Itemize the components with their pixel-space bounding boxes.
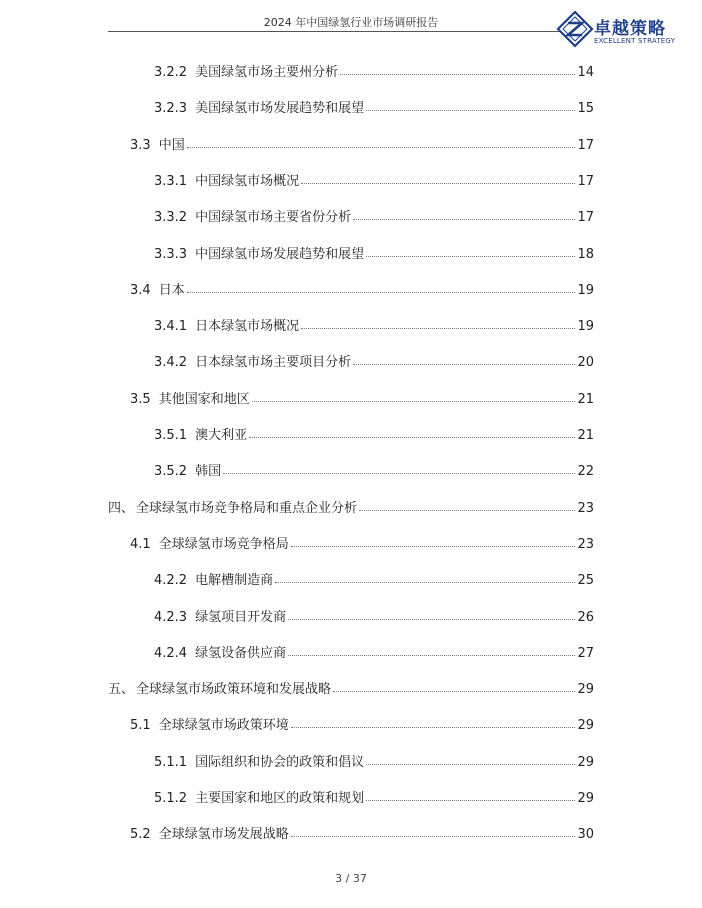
toc-entry-title: 全球绿氢市场发展战略: [158, 827, 289, 842]
toc-entry-page: 17: [577, 174, 594, 189]
toc-entry-page: 29: [577, 755, 594, 770]
toc-entry[interactable]: [154, 314, 594, 334]
toc-entry-title: 日本: [158, 283, 185, 298]
toc-entry-title: 美国绿氢市场发展趋势和展望: [195, 101, 365, 116]
toc-dot-leader: [291, 835, 576, 837]
toc-entry-number: 四、: [108, 501, 135, 516]
toc-entry-title: 美国绿氢市场主要州分析: [195, 65, 339, 80]
toc-entry[interactable]: [108, 496, 594, 516]
toc-entry-page: 18: [577, 247, 594, 262]
page-header: [0, 0, 702, 50]
toc-entry-page: 29: [577, 682, 594, 697]
toc-entry[interactable]: [154, 205, 594, 225]
toc-entry-page: 17: [577, 210, 594, 225]
toc-entry-page: 15: [577, 101, 594, 116]
toc-dot-leader: [366, 763, 575, 765]
toc-dot-leader: [187, 146, 576, 148]
toc-entry[interactable]: [130, 713, 594, 733]
toc-entry-number: 5.1.1: [154, 755, 188, 770]
toc-entry-page: 25: [577, 573, 594, 588]
toc-entry[interactable]: [154, 605, 594, 625]
toc-entry-number: 3.4.2: [154, 355, 188, 370]
toc-entry-page: 14: [577, 65, 594, 80]
toc-entry[interactable]: [108, 677, 594, 697]
toc-dot-leader: [291, 545, 576, 547]
toc-dot-leader: [366, 109, 575, 111]
toc-entry-title: 日本绿氢市场概况: [195, 319, 300, 334]
toc-entry-page: 23: [577, 501, 594, 516]
toc-entry-page: 21: [577, 428, 594, 443]
report-title: 2024 年中国绿氢行业市场调研报告: [263, 16, 439, 29]
toc-entry-page: 29: [577, 718, 594, 733]
toc-dot-leader: [333, 690, 575, 692]
toc-entry-number: 3.5.2: [154, 464, 188, 479]
toc-entry-page: 21: [577, 392, 594, 407]
toc-entry-page: 29: [577, 791, 594, 806]
toc-entry-title: 绿氢项目开发商: [195, 610, 287, 625]
toc-entry[interactable]: [154, 169, 594, 189]
toc-entry[interactable]: [154, 568, 594, 588]
toc-entry-number: 5.2: [130, 827, 151, 842]
toc-entry-page: 20: [577, 355, 594, 370]
toc-entry-number: 4.1: [130, 537, 151, 552]
toc-entry-title: 其他国家和地区: [158, 392, 250, 407]
toc-entry[interactable]: [154, 350, 594, 370]
toc-entry-title: 全球绿氢市场政策环境和发展战略: [136, 682, 332, 697]
toc-entry-title: 绿氢设备供应商: [195, 646, 287, 661]
toc-entry-number: 3.4: [130, 283, 151, 298]
toc-entry-number: 3.3: [130, 138, 151, 153]
toc-entry-title: 电解槽制造商: [195, 573, 274, 588]
toc-entry-title: 中国绿氢市场概况: [195, 174, 300, 189]
toc-dot-leader: [340, 73, 575, 75]
toc-entry-number: 5.1: [130, 718, 151, 733]
toc-entry-number: 4.2.4: [154, 646, 188, 661]
toc-entry-page: 23: [577, 537, 594, 552]
toc-entry[interactable]: [130, 822, 594, 842]
toc-dot-leader: [187, 291, 576, 293]
toc-entry[interactable]: [154, 641, 594, 661]
toc-entry-title: 中国绿氢市场主要省份分析: [195, 210, 352, 225]
toc-entry[interactable]: [130, 387, 594, 407]
toc-entry-number: 3.3.1: [154, 174, 188, 189]
toc-entry-number: 4.2.2: [154, 573, 188, 588]
toc-entry[interactable]: [130, 532, 594, 552]
toc-entry-number: 3.3.3: [154, 247, 188, 262]
toc-dot-leader: [366, 255, 575, 257]
toc-entry[interactable]: [154, 242, 594, 262]
toc-entry-page: 19: [577, 319, 594, 334]
toc-entry[interactable]: [154, 459, 594, 479]
toc-dot-leader: [353, 218, 575, 220]
toc-entry-title: 中国绿氢市场发展趋势和展望: [195, 247, 365, 262]
toc-dot-leader: [223, 472, 575, 474]
toc-entry-page: 17: [577, 138, 594, 153]
toc-entry-number: 五、: [108, 682, 135, 697]
page-number: 3 / 37: [335, 872, 367, 885]
toc-entry-title: 主要国家和地区的政策和规划: [195, 791, 365, 806]
toc-dot-leader: [275, 581, 575, 583]
toc-dot-leader: [366, 799, 575, 801]
toc-entry-title: 全球绿氢市场竞争格局和重点企业分析: [136, 501, 358, 516]
toc-entry-number: 3.2.2: [154, 65, 188, 80]
toc-entry[interactable]: [154, 750, 594, 770]
logo-name-cn: 卓越策略: [594, 19, 666, 39]
toc-entry-title: 全球绿氢市场政策环境: [158, 718, 289, 733]
toc-dot-leader: [288, 654, 575, 656]
toc-entry[interactable]: [154, 423, 594, 443]
toc-entry-number: 3.3.2: [154, 210, 188, 225]
toc-entry-page: 19: [577, 283, 594, 298]
toc-entry-page: 26: [577, 610, 594, 625]
toc-entry[interactable]: [130, 278, 594, 298]
toc-dot-leader: [359, 509, 575, 511]
toc-entry-title: 全球绿氢市场竞争格局: [158, 537, 289, 552]
toc-entry-page: 22: [577, 464, 594, 479]
toc-entry-number: 3.5.1: [154, 428, 188, 443]
toc-entry-number: 3.2.3: [154, 101, 188, 116]
logo-name-en: EXCELLENT STRATEGY: [594, 37, 676, 45]
toc-entry-title: 韩国: [195, 464, 222, 479]
toc-entry[interactable]: [130, 133, 594, 153]
toc-dot-leader: [252, 400, 576, 402]
toc-entry[interactable]: [154, 786, 594, 806]
toc-entry-number: 3.4.1: [154, 319, 188, 334]
toc-entry-number: 4.2.3: [154, 610, 188, 625]
toc-entry-number: 5.1.2: [154, 791, 188, 806]
toc-dot-leader: [301, 327, 575, 329]
brand-logo: [556, 10, 696, 50]
toc-entry-title: 中国: [158, 138, 185, 153]
toc-entry-title: 国际组织和协会的政策和倡议: [195, 755, 365, 770]
header-divider: [108, 31, 560, 32]
toc-entry[interactable]: [154, 60, 594, 80]
toc-entry[interactable]: [154, 96, 594, 116]
toc-entry-number: 3.5: [130, 392, 151, 407]
toc-entry-page: 27: [577, 646, 594, 661]
diamond-z-logo-icon: [556, 10, 594, 48]
toc-entry-title: 日本绿氢市场主要项目分析: [195, 355, 352, 370]
toc-dot-leader: [301, 182, 575, 184]
toc-dot-leader: [249, 436, 575, 438]
toc-dot-leader: [353, 363, 575, 365]
toc-dot-leader: [291, 726, 576, 728]
toc-entry-title: 澳大利亚: [195, 428, 248, 443]
toc-entry-page: 30: [577, 827, 594, 842]
toc-dot-leader: [288, 618, 575, 620]
